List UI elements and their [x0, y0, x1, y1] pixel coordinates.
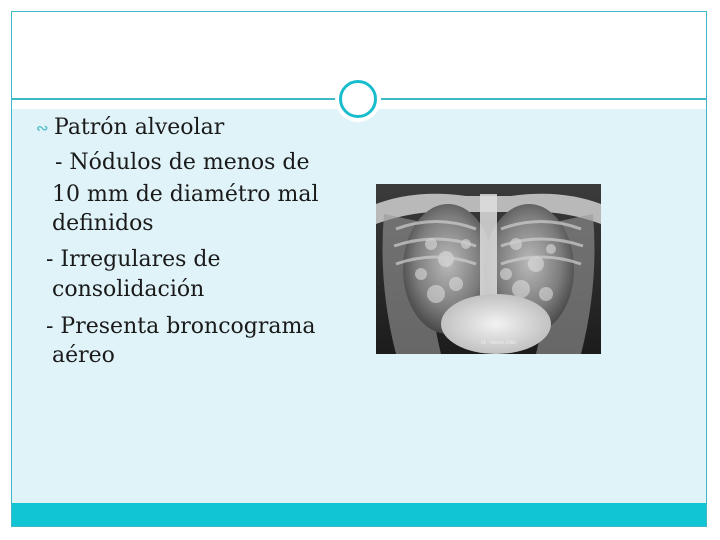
chest-xray-image — [376, 184, 601, 354]
body-line: - Irregulares de — [46, 247, 221, 272]
wave-bullet-icon: ∾ — [36, 119, 49, 137]
body-line: 10 mm de diamétro mal — [52, 182, 319, 207]
body-line: - Nódulos de menos de — [55, 150, 310, 175]
heading-text: Patrón alveolar — [54, 115, 225, 140]
footer-bar — [12, 503, 706, 526]
bullet-heading — [36, 113, 224, 143]
body-line: definidos — [52, 211, 154, 236]
body-line: - Presenta broncograma — [46, 314, 316, 339]
body-line: consolidación — [52, 277, 205, 302]
divider-ornament-circle — [339, 80, 377, 118]
body-line: aéreo — [52, 343, 115, 368]
xray-caption: 01 - febrero 1989 — [481, 340, 516, 345]
